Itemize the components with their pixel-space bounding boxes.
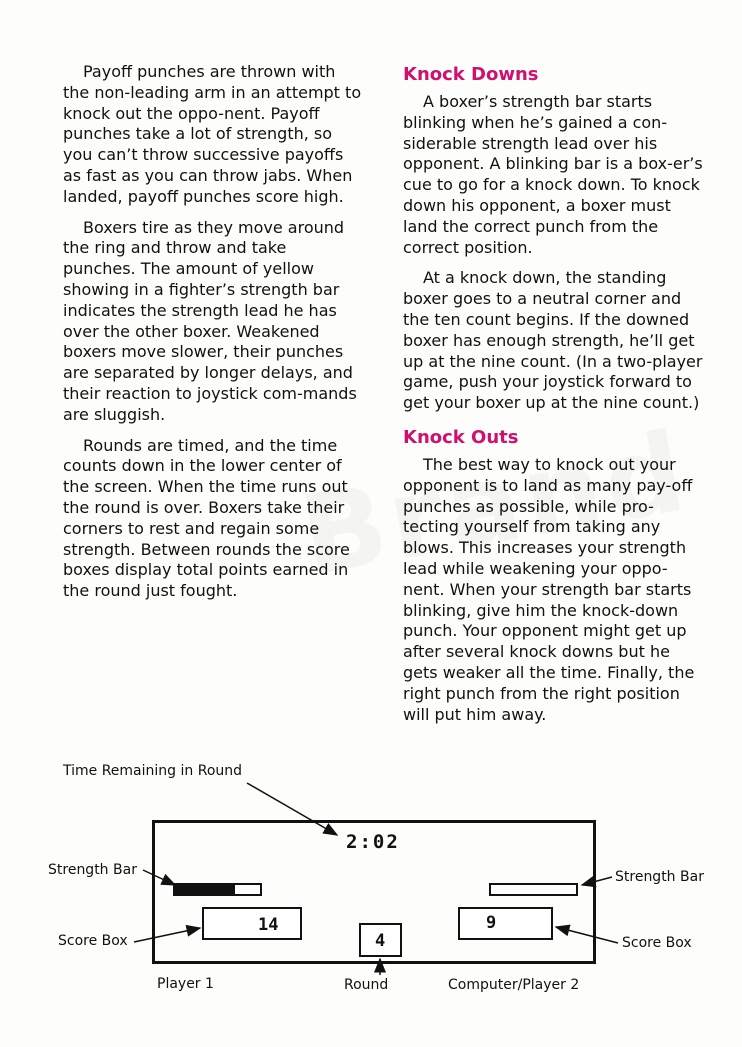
score-player1: 14 — [258, 915, 279, 935]
paragraph-boxers-tire: Boxers tire as they move around the ring and throw and take punches. The amount of yellow showing in a fighter’s strength bar indicates the strength lead he has over the other boxer. Weakened boxers move slower, their punches are separated by longer delays, and their reaction to joystick com-mands are sluggish. — [63, 217, 357, 424]
paragraph-payoff-punches: Payoff punches are thrown with the non-leading arm in an attempt to knock out the oppo-nent. Payoff punches take a lot of strength, so you can’t throw successive payoffs as fast as you can throw jabs. When landed, payoff punches score high. — [63, 62, 362, 206]
score-player2: 9 — [486, 913, 497, 933]
arrow-strength-right — [582, 877, 612, 885]
arrow-strength-left — [143, 870, 175, 885]
strength-bar-label-right: Strength Bar — [615, 869, 704, 885]
heading-knock-downs: Knock Downs — [403, 64, 539, 85]
round-label: Round — [344, 977, 389, 993]
strength-bar-label-left: Strength Bar — [48, 862, 137, 878]
round-number: 4 — [375, 931, 386, 951]
arrow-score-right — [556, 927, 618, 943]
arrow-time — [247, 783, 337, 835]
heading-knock-outs: Knock Outs — [403, 426, 519, 448]
arrow-score-left — [134, 928, 200, 942]
paragraph-knock-downs-2: At a knock down, the standing boxer goes to a neutral corner and the ten count begins. If the downed boxer has enough strength, he’ll get up at the nine count. (In a two-player game, push your joystick forward to get your boxer up at the nine count.) — [403, 268, 703, 413]
score-box-label-left: Score Box — [58, 933, 128, 949]
score-box-label-right: Score Box — [622, 935, 692, 951]
paragraph-knock-outs: The best way to knock out your opponent is to land as many pay-off punches as possible, while pro-tecting yourself from taking any blows. This increases your strength lead while weakening your oppo-nent. When your strength bar starts blinking, give him the knock-down punch. Your opponent might get up after several knock downs but he gets weaker all the time. Finally, the right punch from the right position will put him away. — [403, 454, 695, 724]
paragraph-rounds-timed: Rounds are timed, and the time counts down in the lower center of the screen. When the time runs out the round is over. Boxers take their corners to rest and regain some strength. Between rounds the score boxes display total points earned in the round just fought. — [63, 435, 350, 601]
player2-label: Computer/Player 2 — [448, 977, 580, 993]
paragraph-knock-downs-1: A boxer’s strength bar starts blinking when he’s gained a con-siderable strength lead over his opponent. A blinking bar is a box-er’s cue to go for a knock down. To knock down his opponent, a boxer must land the correct punch from the correct position. — [403, 92, 703, 257]
time-display: 2:02 — [346, 831, 400, 853]
time-remaining-label: Time Remaining in Round — [63, 763, 243, 779]
player1-label: Player 1 — [157, 976, 214, 992]
